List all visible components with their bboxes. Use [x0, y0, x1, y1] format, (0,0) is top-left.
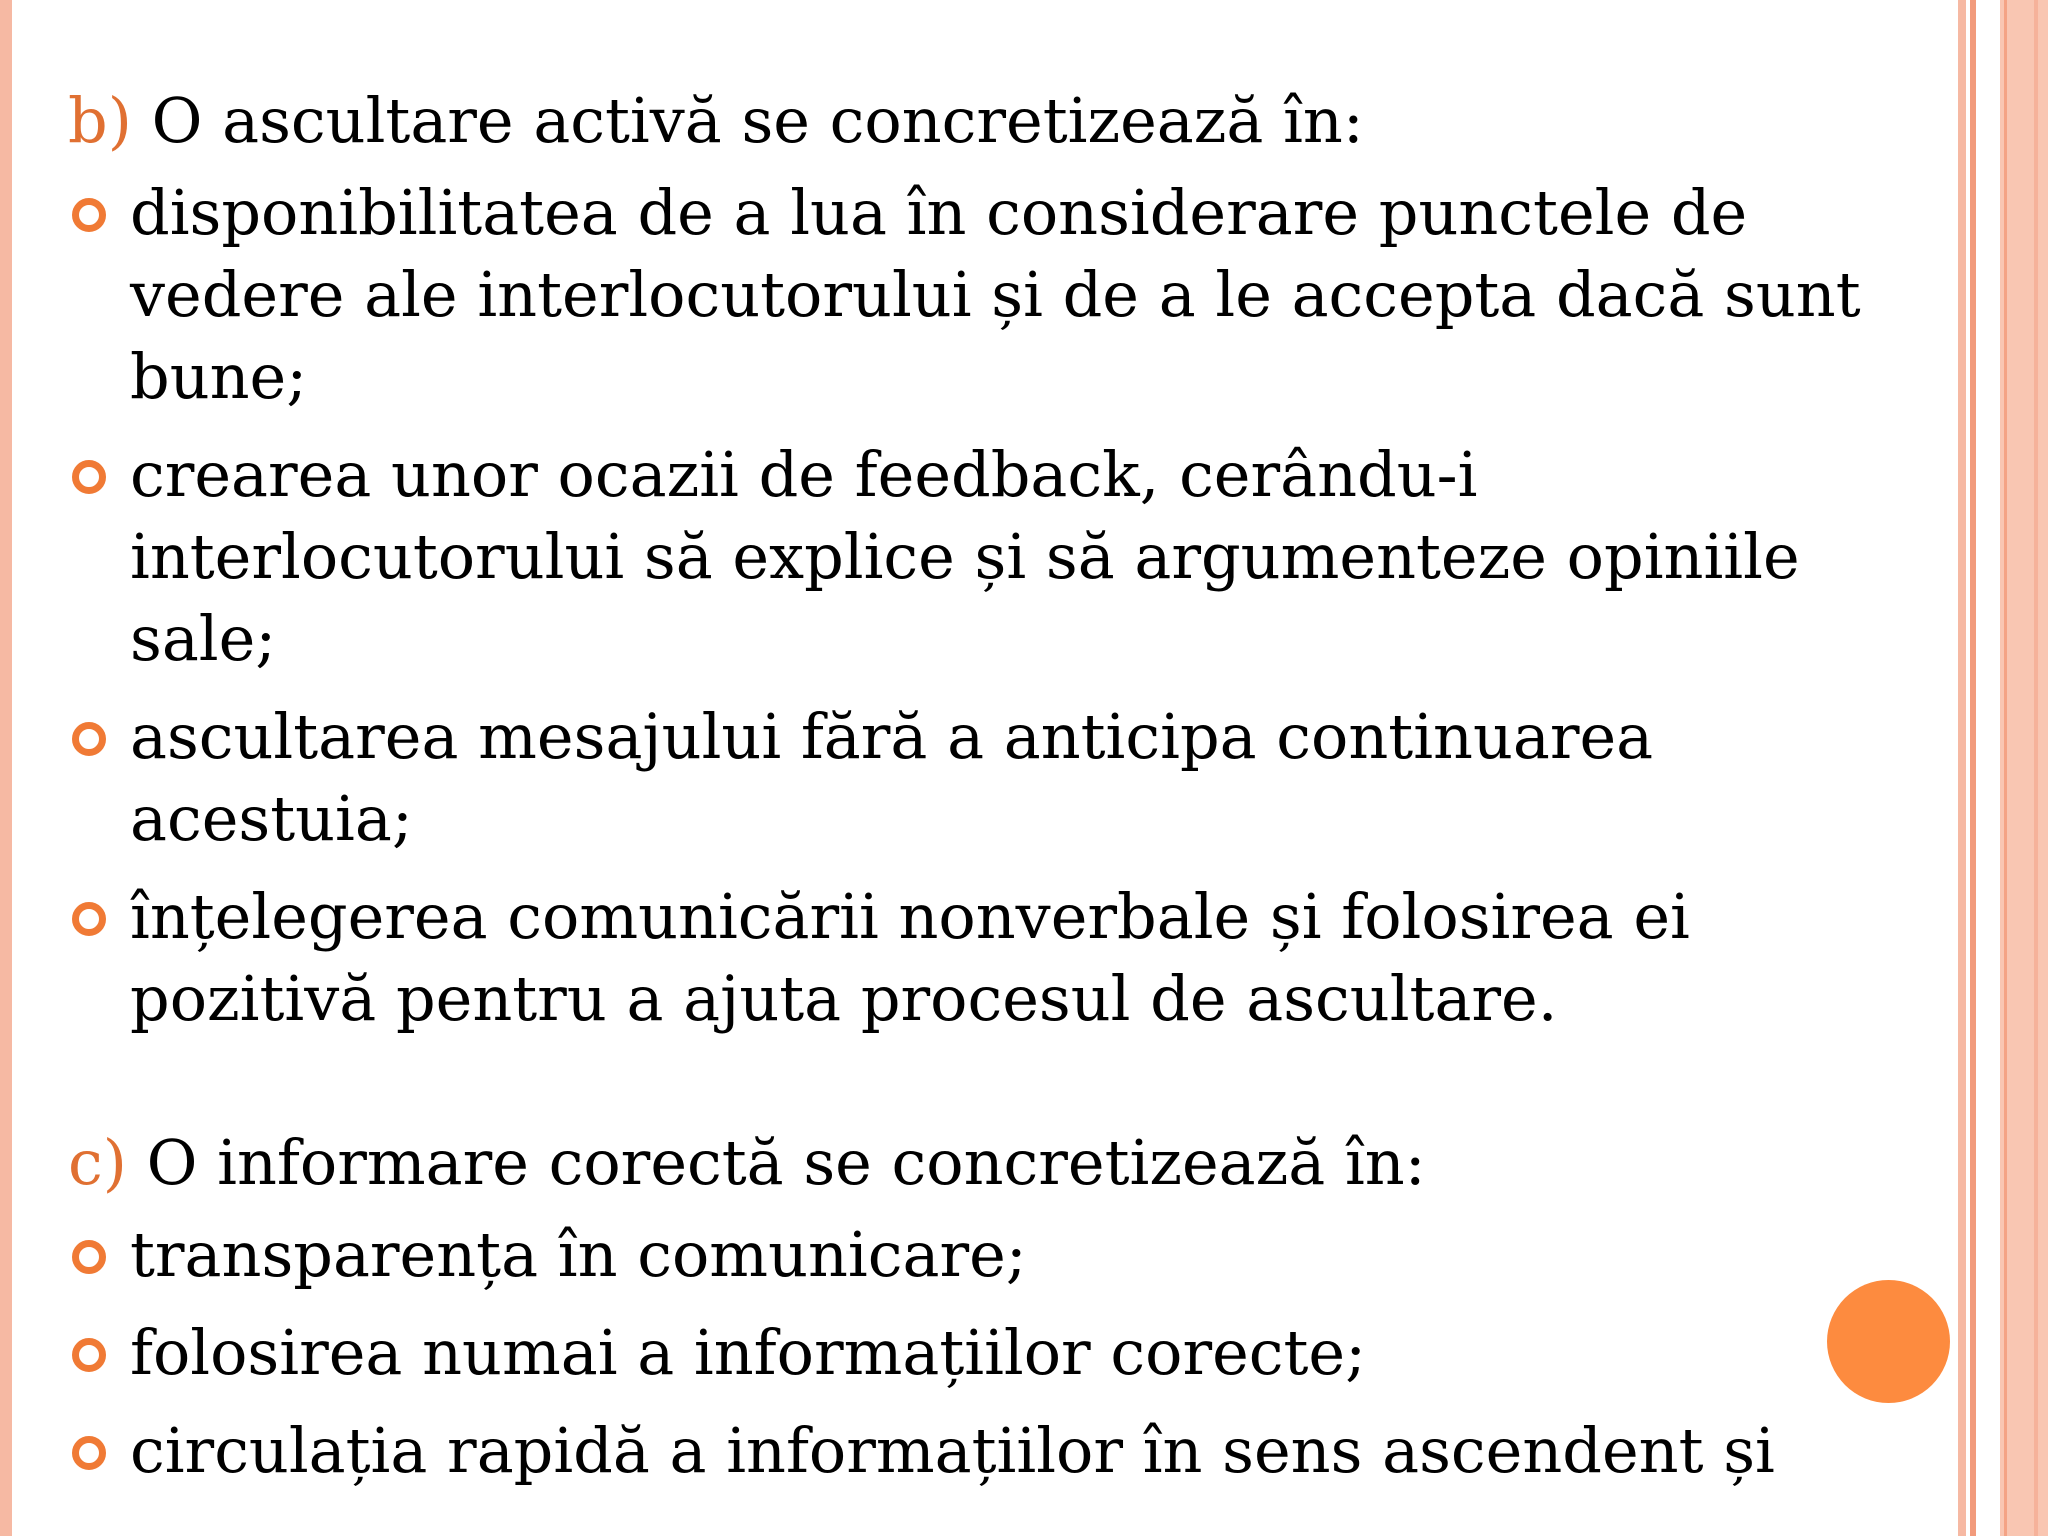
section-letter: c)	[68, 1126, 127, 1199]
list-item	[68, 172, 1930, 418]
list-item	[68, 434, 1930, 680]
orange-circle-decoration	[1827, 1280, 1950, 1403]
bullet-list	[68, 172, 1948, 1040]
section-heading	[68, 1122, 1948, 1204]
list-item-text: transparența în comunicare;	[130, 1218, 1027, 1291]
section-title: O ascultare activă se concretizează în:	[131, 84, 1364, 157]
list-item	[68, 876, 1930, 1040]
list-item	[68, 1214, 1930, 1296]
right-decorative-stripe	[1958, 0, 1966, 1536]
slide-content	[68, 80, 1948, 1508]
bullet-circle-icon	[72, 902, 106, 936]
bullet-circle-icon	[72, 198, 106, 232]
section-spacer	[68, 1056, 1948, 1122]
bullet-circle-icon	[72, 722, 106, 756]
list-item-text: înțelegerea comunicării nonverbale și folosirea ei pozitivă pentru a ajuta procesul de ascultare.	[130, 880, 1690, 1035]
list-item-text: disponibilitatea de a lua în considerare punctele de vedere ale interlocutorului și de a le accepta dacă sunt bune;	[130, 176, 1861, 413]
list-item-text: circulația rapidă a informațiilor în sens ascendent și	[130, 1414, 1775, 1487]
list-item	[68, 696, 1930, 860]
section-c	[68, 1122, 1948, 1492]
bullet-circle-icon	[72, 1436, 106, 1470]
list-item-text: ascultarea mesajului fără a anticipa continuarea acestuia;	[130, 700, 1654, 855]
bullet-circle-icon	[72, 460, 106, 494]
right-decorative-stripe	[2034, 0, 2038, 1536]
right-decorative-stripe	[2004, 0, 2007, 1536]
bullet-list	[68, 1214, 1948, 1492]
list-item-text: crearea unor ocazii de feedback, cerându-i interlocutorului să explice și să argumenteze opiniile sale;	[130, 438, 1800, 675]
left-decorative-border	[0, 0, 12, 1536]
list-item	[68, 1312, 1930, 1394]
section-title: O informare corectă se concretizează în:	[126, 1126, 1426, 1199]
right-decorative-stripe	[1976, 0, 2000, 1536]
list-item-text: folosirea numai a informațiilor corecte;	[130, 1316, 1367, 1389]
right-decorative-stripe	[2000, 0, 2048, 1536]
section-heading	[68, 80, 1948, 162]
section-b	[68, 80, 1948, 1040]
section-letter: b)	[68, 84, 132, 157]
bullet-circle-icon	[72, 1338, 106, 1372]
bullet-circle-icon	[72, 1240, 106, 1274]
list-item	[68, 1410, 1930, 1492]
